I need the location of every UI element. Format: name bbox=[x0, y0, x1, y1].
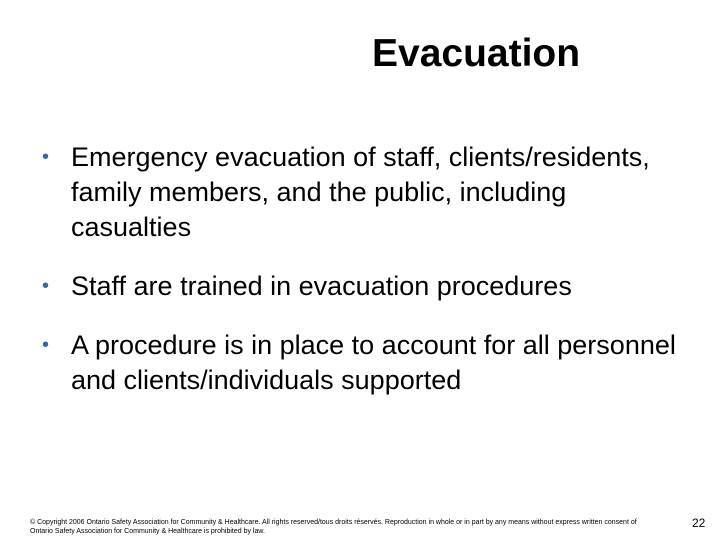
bullet-marker: • bbox=[42, 146, 50, 168]
bullet-marker: • bbox=[42, 334, 50, 356]
bullet-text: Emergency evacuation of staff, clients/residents, family members, and the public, including casualties bbox=[71, 142, 650, 242]
bullet-list bbox=[42, 140, 692, 422]
page-number: 22 bbox=[692, 516, 706, 530]
bullet-item bbox=[42, 140, 692, 245]
slide-title: Evacuation bbox=[372, 32, 581, 75]
bullet-text: Staff are trained in evacuation procedures bbox=[71, 271, 572, 301]
bullet-text: A procedure is in place to account for all personnel and clients/individuals supported bbox=[71, 330, 676, 395]
bullet-marker: • bbox=[42, 275, 50, 297]
bullet-item bbox=[42, 269, 692, 304]
copyright-footer: © Copyright 2006 Ontario Safety Association for Community & Healthcare. All rights reserved/tous droits réservés. Reproduction in whole or in part by any means without express written consent of Ontario Safety Association for Community & Healthcare is prohibited by law. bbox=[30, 519, 637, 535]
bullet-item bbox=[42, 328, 692, 398]
